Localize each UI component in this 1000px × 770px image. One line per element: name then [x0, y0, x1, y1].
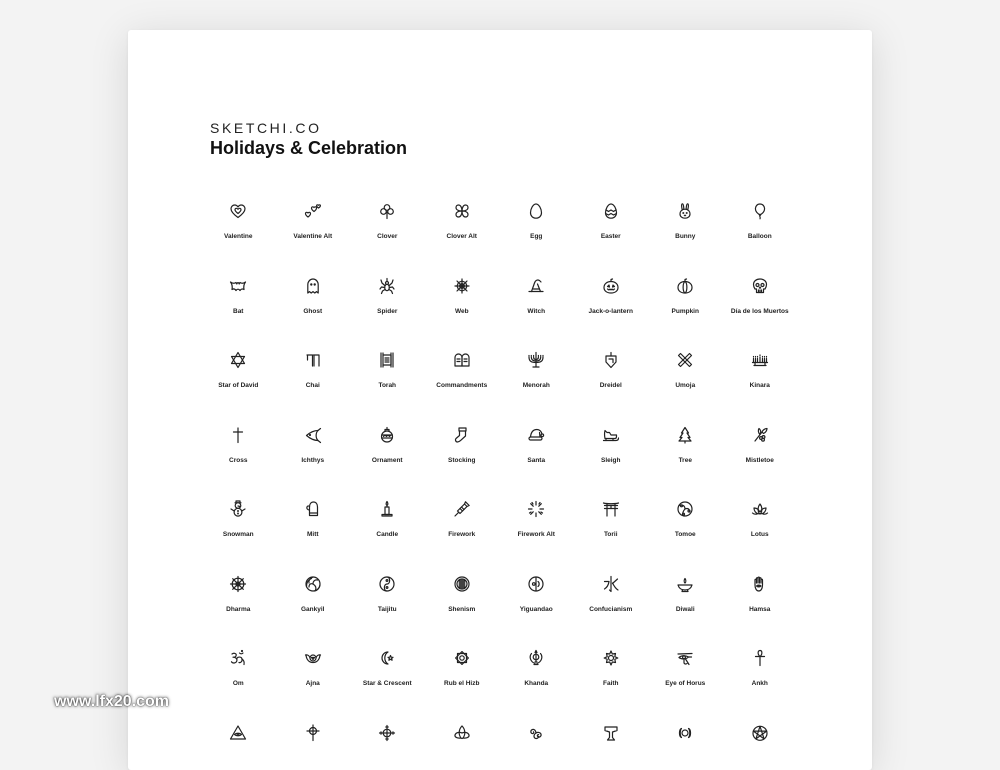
clover-alt-icon	[453, 202, 471, 220]
triple-moon-icon	[676, 724, 694, 742]
icon-label: Khanda	[489, 680, 584, 687]
pentacle-icon	[751, 724, 769, 742]
watermark: www.lfx20.com	[54, 693, 169, 711]
egg-icon	[527, 202, 545, 220]
commandments-icon	[453, 351, 471, 369]
kinara-icon	[751, 351, 769, 369]
tomoe-icon	[676, 500, 694, 518]
ankh-icon	[751, 649, 769, 667]
stocking-icon	[453, 426, 471, 444]
icon-tile	[574, 649, 649, 724]
icon-label: Taijitu	[340, 606, 435, 613]
icon-label: Mistletoe	[713, 457, 808, 464]
torii-icon	[602, 500, 620, 518]
star-of-david-icon	[229, 351, 247, 369]
icon-tile	[723, 724, 798, 770]
icon-tile	[276, 202, 351, 277]
page-title: Holidays & Celebration	[210, 138, 407, 159]
ichthys-icon	[304, 426, 322, 444]
cross-icon	[229, 426, 247, 444]
icon-tile	[648, 426, 723, 501]
icon-tile	[276, 277, 351, 352]
icon-tile	[276, 575, 351, 650]
icon-row	[201, 426, 801, 501]
icon-tile	[648, 500, 723, 575]
icon-tile	[499, 575, 574, 650]
icon-tile	[574, 202, 649, 277]
spider-icon	[378, 277, 396, 295]
icon-row	[201, 202, 801, 277]
icon-tile	[574, 426, 649, 501]
icon-tile	[723, 202, 798, 277]
icon-label: Pumpkin	[638, 308, 733, 315]
bunny-icon	[676, 202, 694, 220]
torah-icon	[378, 351, 396, 369]
icon-row	[201, 649, 801, 724]
cross-circle-icon	[304, 724, 322, 742]
star-crescent-icon	[378, 649, 396, 667]
icon-tile	[350, 202, 425, 277]
icon-label: Bat	[191, 308, 286, 315]
compass-cross-icon	[378, 724, 396, 742]
valentine-icon	[229, 202, 247, 220]
tree-icon	[676, 426, 694, 444]
icon-row	[201, 277, 801, 352]
icon-label: Ghost	[266, 308, 361, 315]
icon-label: Eye of Horus	[638, 680, 733, 687]
khanda-icon	[527, 649, 545, 667]
icon-label: Chai	[266, 382, 361, 389]
rub-el-hizb-icon	[453, 649, 471, 667]
sleigh-icon	[602, 426, 620, 444]
icon-tile	[350, 426, 425, 501]
icon-tile	[425, 500, 500, 575]
brand-name: SKETCHI.CO	[210, 120, 322, 136]
clover-icon	[378, 202, 396, 220]
icon-sheet	[128, 30, 872, 770]
dreidel-icon	[602, 351, 620, 369]
bat-icon	[229, 277, 247, 295]
icon-label: Torah	[340, 382, 435, 389]
lotus-icon	[751, 500, 769, 518]
icon-label: Clover Alt	[415, 233, 510, 240]
icon-tile	[723, 426, 798, 501]
icon-label: Valentine Alt	[266, 233, 361, 240]
icon-label: Valentine	[191, 233, 286, 240]
ghost-icon	[304, 277, 322, 295]
icon-tile	[425, 649, 500, 724]
icon-tile	[350, 500, 425, 575]
icon-row	[201, 351, 801, 426]
chai-icon	[304, 351, 322, 369]
mistletoe-icon	[751, 426, 769, 444]
icon-label: Candle	[340, 531, 435, 538]
faith-icon	[602, 649, 620, 667]
icon-tile	[425, 426, 500, 501]
icon-tile	[276, 351, 351, 426]
valentine-alt-icon	[304, 202, 322, 220]
icon-tile	[648, 649, 723, 724]
pumpkin-icon	[676, 277, 694, 295]
icon-label: Firework	[415, 531, 510, 538]
icon-tile	[425, 575, 500, 650]
icon-label: Ichthys	[266, 457, 361, 464]
jack-o-lantern-icon	[602, 277, 620, 295]
icon-label: Umoja	[638, 382, 733, 389]
icon-tile	[648, 351, 723, 426]
balloon-icon	[751, 202, 769, 220]
icon-tile	[499, 277, 574, 352]
icon-tile	[201, 202, 276, 277]
confucianism-icon	[602, 575, 620, 593]
snowman-icon	[229, 500, 247, 518]
icon-tile	[350, 575, 425, 650]
icon-label: Snowman	[191, 531, 286, 538]
icon-label: Web	[415, 308, 510, 315]
icon-tile	[201, 277, 276, 352]
icon-label: Firework Alt	[489, 531, 584, 538]
icon-label: Kinara	[713, 382, 808, 389]
icon-tile	[574, 500, 649, 575]
icon-label: Diwali	[638, 606, 733, 613]
umoja-icon	[676, 351, 694, 369]
triquetra-icon	[453, 724, 471, 742]
icon-tile	[350, 649, 425, 724]
triskele-icon	[527, 724, 545, 742]
menorah-icon	[527, 351, 545, 369]
icon-label: Star & Crescent	[340, 680, 435, 687]
icon-label: Menorah	[489, 382, 584, 389]
icon-label: Clover	[340, 233, 435, 240]
icon-label: Spider	[340, 308, 435, 315]
icon-tile	[499, 426, 574, 501]
icon-label: Hamsa	[713, 606, 808, 613]
eye-of-horus-icon	[676, 649, 694, 667]
icon-tile	[648, 575, 723, 650]
icon-tile	[350, 724, 425, 770]
icon-tile	[648, 277, 723, 352]
icon-label: Easter	[564, 233, 659, 240]
icon-tile	[201, 724, 276, 770]
hammer-icon	[602, 724, 620, 742]
icon-tile	[499, 649, 574, 724]
icon-tile	[276, 426, 351, 501]
icon-label: Yiguandao	[489, 606, 584, 613]
icon-label: Faith	[564, 680, 659, 687]
hamsa-icon	[751, 575, 769, 593]
icon-label: Witch	[489, 308, 584, 315]
icon-tile	[276, 649, 351, 724]
icon-label: Dharma	[191, 606, 286, 613]
icon-label: Bunny	[638, 233, 733, 240]
skull-icon	[751, 277, 769, 295]
icon-label: Cross	[191, 457, 286, 464]
icon-tile	[723, 500, 798, 575]
diwali-lamp-icon	[676, 575, 694, 593]
dharma-wheel-icon	[229, 575, 247, 593]
icon-tile	[425, 202, 500, 277]
web-icon	[453, 277, 471, 295]
icon-label: Rub el Hizb	[415, 680, 510, 687]
icon-tile	[425, 724, 500, 770]
icon-label: Santa	[489, 457, 584, 464]
santa-hat-icon	[527, 426, 545, 444]
icon-tile	[201, 351, 276, 426]
eye-pyramid-icon	[229, 724, 247, 742]
icon-tile	[499, 351, 574, 426]
icon-label: Ajna	[266, 680, 361, 687]
witch-icon	[527, 277, 545, 295]
icon-grid	[201, 202, 801, 770]
icon-label: Torii	[564, 531, 659, 538]
icon-label: Lotus	[713, 531, 808, 538]
icon-label: Día de los Muertos	[713, 308, 808, 315]
easter-icon	[602, 202, 620, 220]
yiguandao-icon	[527, 575, 545, 593]
icon-tile	[276, 500, 351, 575]
icon-label: Tomoe	[638, 531, 733, 538]
icon-tile	[574, 575, 649, 650]
icon-tile	[499, 500, 574, 575]
gankyil-icon	[304, 575, 322, 593]
icon-label: Om	[191, 680, 286, 687]
icon-label: Dreidel	[564, 382, 659, 389]
icon-tile	[574, 351, 649, 426]
icon-tile	[648, 724, 723, 770]
icon-tile	[499, 202, 574, 277]
ajna-icon	[304, 649, 322, 667]
icon-tile	[201, 649, 276, 724]
icon-label: Jack-o-lantern	[564, 308, 659, 315]
taijitu-icon	[378, 575, 396, 593]
icon-tile	[425, 351, 500, 426]
icon-row	[201, 575, 801, 650]
icon-label: Tree	[638, 457, 733, 464]
icon-tile	[723, 277, 798, 352]
icon-tile	[276, 724, 351, 770]
candle-icon	[378, 500, 396, 518]
icon-label: Egg	[489, 233, 584, 240]
icon-label: Commandments	[415, 382, 510, 389]
icon-tile	[201, 575, 276, 650]
icon-label: Ornament	[340, 457, 435, 464]
icon-tile	[574, 724, 649, 770]
icon-tile	[350, 351, 425, 426]
icon-label: Stocking	[415, 457, 510, 464]
icon-label: Mitt	[266, 531, 361, 538]
icon-tile	[350, 277, 425, 352]
ornament-icon	[378, 426, 396, 444]
icon-tile	[723, 649, 798, 724]
icon-label: Ankh	[713, 680, 808, 687]
mitt-icon	[304, 500, 322, 518]
icon-tile	[723, 575, 798, 650]
icon-tile	[723, 351, 798, 426]
icon-row	[201, 500, 801, 575]
icon-label: Confucianism	[564, 606, 659, 613]
icon-tile	[425, 277, 500, 352]
icon-tile	[201, 500, 276, 575]
icon-tile	[499, 724, 574, 770]
icon-label: Balloon	[713, 233, 808, 240]
icon-tile	[574, 277, 649, 352]
icon-label: Star of David	[191, 382, 286, 389]
icon-row	[201, 724, 801, 770]
icon-label: Sleigh	[564, 457, 659, 464]
icon-label: Gankyil	[266, 606, 361, 613]
firework-icon	[453, 500, 471, 518]
firework-alt-icon	[527, 500, 545, 518]
icon-tile	[201, 426, 276, 501]
om-icon	[229, 649, 247, 667]
shenism-icon	[453, 575, 471, 593]
icon-label: Shenism	[415, 606, 510, 613]
icon-tile	[648, 202, 723, 277]
